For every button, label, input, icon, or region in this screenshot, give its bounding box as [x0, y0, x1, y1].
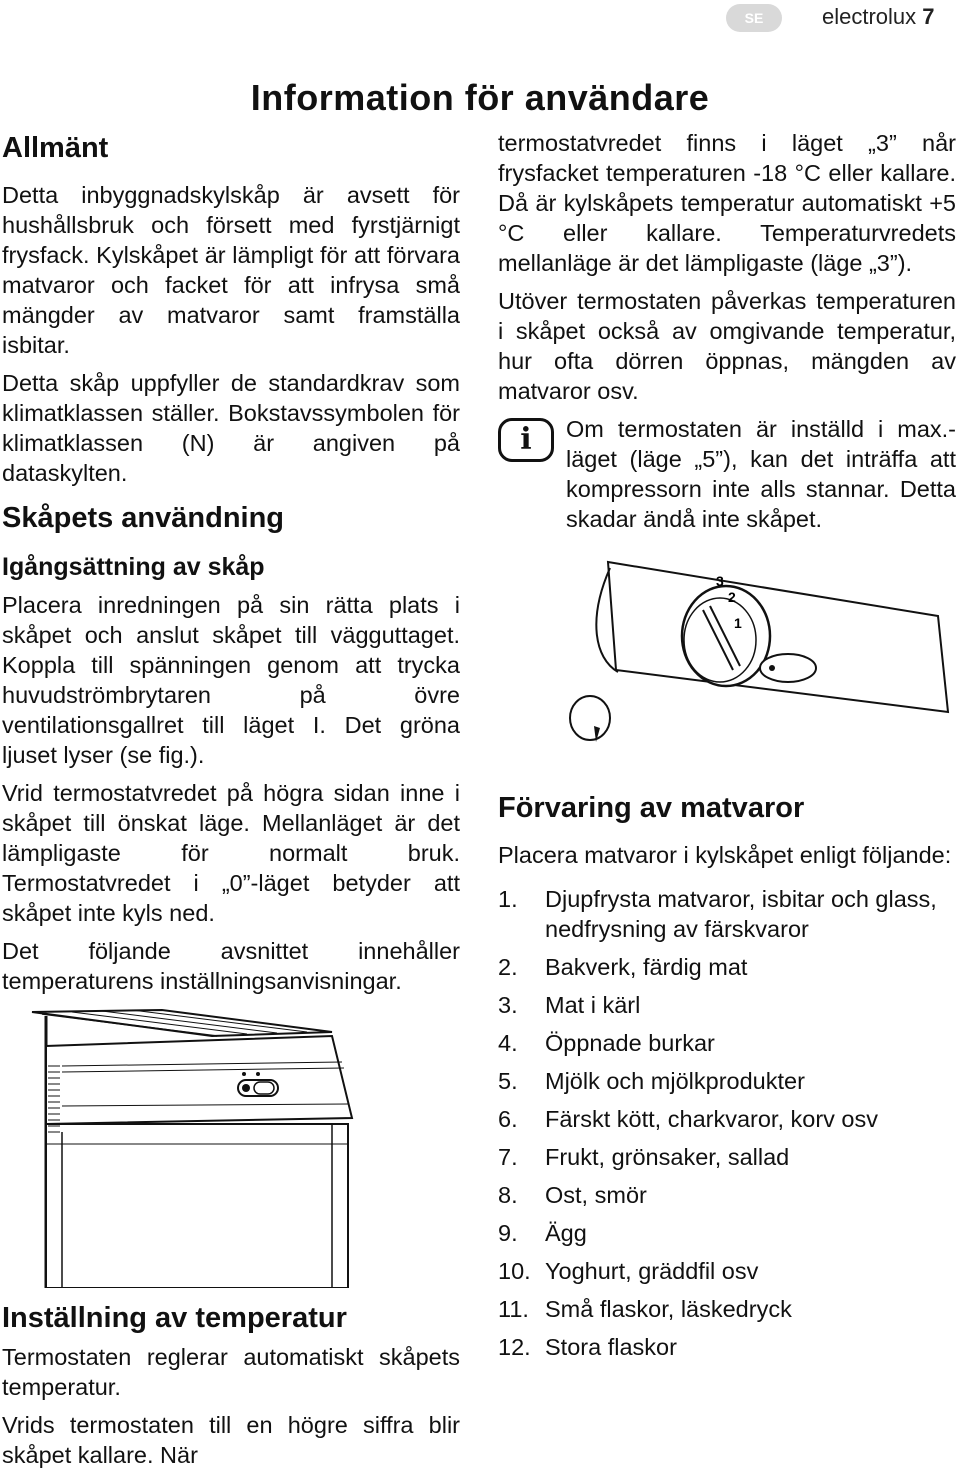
list-number: 11.	[498, 1296, 529, 1322]
note-text: Om termostaten är inställd i max.-läget (läge „5”), kan det inträffa att kompressorn inte alls stannar. Detta skadar ändå inte skåpet.	[566, 416, 956, 532]
section-heading-anvandning: Skåpets användning	[2, 502, 285, 534]
list-text: Ost, smör	[545, 1182, 647, 1208]
paragraph: Detta skåp uppfyller de standardkrav som klimatklassen ställer. Bokstavssymbolen för klimatklassen (N) är angiven på dataskylten.	[2, 370, 460, 486]
list-number: 8.	[498, 1182, 518, 1208]
list-number: 5.	[498, 1068, 518, 1094]
list-item	[498, 1066, 956, 1096]
list-item	[498, 884, 956, 944]
list-number: 10.	[498, 1258, 531, 1284]
info-icon	[498, 418, 554, 462]
paragraph: Placera matvaror i kylskåpet enligt följande:	[498, 842, 952, 868]
list-text: Mjölk och mjölkprodukter	[545, 1068, 805, 1094]
left-column	[2, 128, 460, 1478]
list-item	[498, 1028, 956, 1058]
paragraph: Vrids termostaten till en högre siffra blir skåpet kallare. När	[2, 1412, 460, 1468]
dial-label: 3	[716, 573, 724, 589]
paragraph: Utöver termostaten påverkas temperaturen i skåpet också av omgivande temperatur, hur ofta dörren öppnas, mängden av matvaror osv.	[498, 288, 956, 404]
paragraph: Termostaten reglerar automatiskt skåpets temperatur.	[2, 1344, 460, 1400]
dial-label: 2	[728, 589, 736, 605]
list-number: 1.	[498, 886, 518, 912]
section-heading-allmant: Allmänt	[2, 132, 109, 164]
page-title: Information för användare	[250, 77, 710, 118]
list-text: Frukt, grönsaker, sallad	[545, 1144, 790, 1170]
list-item	[498, 1256, 956, 1286]
thermostat-dial-illustration	[498, 558, 956, 768]
section-heading-temperatur: Inställning av temperatur	[2, 1302, 347, 1334]
list-item	[498, 990, 956, 1020]
list-text: Stora flaskor	[545, 1334, 677, 1360]
list-number: 4.	[498, 1030, 518, 1056]
paragraph: termostatvredet finns i läget „3” når frysfacket temperaturen -18 °C eller kallare. Då är kylskåpets temperatur automatiskt +5 °C eller kallare. Temperaturvredets mellanläge är det lämpligaste (läge „3”).	[498, 130, 956, 276]
list-text: Färskt kött, charkvaror, korv osv	[545, 1106, 879, 1132]
brand-name: electrolux	[822, 4, 917, 29]
page-header	[0, 0, 960, 40]
list-number: 7.	[498, 1144, 518, 1170]
list-text: Yoghurt, gräddfil osv	[545, 1258, 759, 1284]
fridge-switch-illustration	[2, 1006, 460, 1288]
info-icon-letter: i	[520, 422, 532, 457]
list-text: Öppnade burkar	[545, 1030, 715, 1056]
storage-list	[498, 884, 956, 1362]
list-text: Bakverk, färdig mat	[545, 954, 748, 980]
list-item	[498, 1104, 956, 1134]
list-number: 6.	[498, 1106, 518, 1132]
section-heading-forvaring: Förvaring av matvaror	[498, 792, 805, 824]
list-item	[498, 1218, 956, 1248]
list-item	[498, 1142, 956, 1172]
list-item	[498, 952, 956, 982]
list-number: 3.	[498, 992, 518, 1018]
list-number: 9.	[498, 1220, 518, 1246]
list-text: Djupfrysta matvaror, isbitar och glass, nedfrysning av färskvaror	[545, 886, 937, 942]
language-badge: SE	[726, 4, 782, 32]
list-number: 2.	[498, 954, 518, 980]
paragraph: Vrid termostatvredet på högra sidan inne i skåpet till önskat läge. Mellanläget är det lämpligaste för normalt bruk. Termostatvredet i „0”-läget betyder att skåpet inte kyls ned.	[2, 780, 460, 926]
list-text: Mat i kärl	[545, 992, 641, 1018]
brand-and-page	[822, 3, 935, 31]
right-column	[498, 128, 956, 1370]
paragraph: Placera inredningen på sin rätta plats i skåpet och anslut skåpet till vägguttaget. Koppla till spänningen genom att trycka huvudströmbrytaren på övre ventilationsgallret till läget I. Det gröna ljuset lyser (se fig.).	[2, 592, 460, 768]
list-item	[498, 1294, 956, 1324]
page-number: 7	[922, 4, 935, 29]
paragraph: Detta inbyggnadskylskåp är avsett för hushållsbruk och försett med fyrstjärnigt frysfack. Kylskåpet är lämpligt för att förvara matvaror och facket för att infrysa små mängder av matvaror samt framställa isbitar.	[2, 182, 460, 358]
list-number: 12.	[498, 1334, 531, 1360]
list-item	[498, 1180, 956, 1210]
subheading-igangsattning: Igångsättning av skåp	[2, 553, 265, 581]
paragraph: Det följande avsnittet innehåller temperaturens inställningsanvisningar.	[2, 938, 460, 994]
list-item	[498, 1332, 956, 1362]
list-text: Små flaskor, läskedryck	[545, 1296, 792, 1322]
list-text: Ägg	[545, 1220, 587, 1246]
info-note	[498, 414, 956, 534]
dial-label: 1	[734, 615, 742, 631]
